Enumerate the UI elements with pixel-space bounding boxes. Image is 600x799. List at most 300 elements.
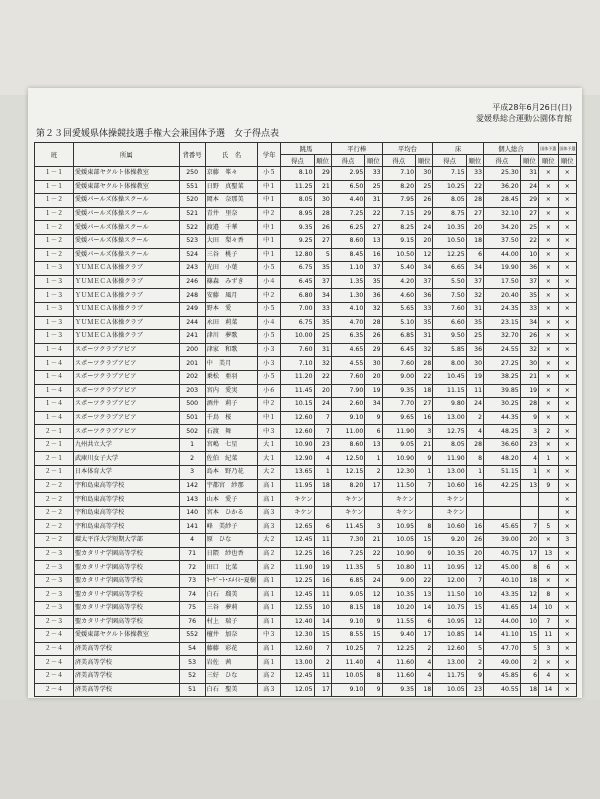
cell-vault-rank: 21	[314, 180, 331, 194]
cell-floor-score: 10.35	[433, 547, 466, 561]
table-row	[35, 588, 577, 602]
aa-score-header: 得点	[484, 155, 521, 167]
cell-extra-1: ×	[539, 194, 558, 208]
cell-name: 山本 愛子	[205, 493, 258, 507]
cell-extra-1	[539, 506, 558, 520]
table-row	[35, 302, 577, 316]
cell-beam-score: 4.20	[382, 275, 415, 289]
table-row	[35, 384, 577, 398]
cell-aa-score: 24.55	[484, 343, 521, 357]
cell-aa-rank: 24	[520, 180, 538, 194]
cell-grade: 大１	[258, 438, 281, 452]
cell-vault-score: 12.45	[281, 588, 314, 602]
cell-grade: 中３	[258, 425, 281, 439]
cell-bib: 201	[179, 357, 205, 371]
cell-club: 聖カタリナ学園高等学校	[73, 615, 179, 629]
col-class: 班	[35, 143, 74, 167]
cell-extra-2: ×	[558, 262, 577, 276]
cell-class: ２－３	[35, 602, 74, 616]
cell-club: 済美高等学校	[73, 669, 179, 683]
cell-name: 津川 夢歌	[205, 330, 258, 344]
cell-vault-score: 13.65	[281, 466, 314, 480]
cell-floor-score: 10.25	[433, 180, 466, 194]
cell-vault-score: 11.45	[281, 384, 314, 398]
cell-extra-2: ×	[558, 683, 577, 697]
cell-bars-rank: 17	[365, 479, 382, 493]
cell-name: 藤藤 彩花	[205, 642, 258, 656]
cell-extra-1	[539, 493, 558, 507]
cell-vault-rank: 14	[314, 615, 331, 629]
cell-bars-score: 9.10	[331, 615, 364, 629]
cell-vault-rank: 32	[314, 357, 331, 371]
cell-vault-score: 7.10	[281, 357, 314, 371]
cell-extra-2: ×	[558, 425, 577, 439]
cell-vault-rank: 28	[314, 207, 331, 221]
table-row	[35, 615, 577, 629]
cell-beam-rank: 37	[416, 275, 433, 289]
cell-aa-score: 25.30	[484, 167, 521, 181]
cell-grade: 中２	[258, 289, 281, 303]
cell-bars-score: 11.40	[331, 656, 364, 670]
cell-extra-1: ×	[539, 167, 558, 181]
wall-background-lower	[0, 700, 600, 799]
cell-floor-score: 10.50	[433, 234, 466, 248]
cell-class: １－４	[35, 384, 74, 398]
cell-club: 聖カタリナ学園高等学校	[73, 602, 179, 616]
cell-aa-score: 48.20	[484, 452, 521, 466]
cell-aa-score: 17.50	[484, 275, 521, 289]
cell-bars-rank: 33	[365, 167, 382, 181]
cell-aa-score: 37.50	[484, 234, 521, 248]
cell-beam-score: 4.60	[382, 289, 415, 303]
cell-bars-rank: 7	[365, 642, 382, 656]
cell-bars-score: 10.05	[331, 669, 364, 683]
cell-vault-rank: 16	[314, 547, 331, 561]
cell-vault-score: 12.60	[281, 425, 314, 439]
cell-name: 永田 莉菜	[205, 316, 258, 330]
cell-extra-1: ×	[539, 302, 558, 316]
cell-aa-rank: 18	[520, 574, 538, 588]
cell-floor-score: 11.75	[433, 669, 466, 683]
cell-vault-score: 12.60	[281, 411, 314, 425]
cell-floor-rank: 33	[466, 167, 483, 181]
cell-floor-score: 13.00	[433, 466, 466, 480]
cell-extra-1: 4	[539, 669, 558, 683]
cell-extra-1: ×	[539, 275, 558, 289]
cell-beam-score: 6.85	[382, 330, 415, 344]
cell-beam-score: 9.05	[382, 438, 415, 452]
cell-aa-score: 44.00	[484, 248, 521, 262]
cell-beam-rank: 12	[416, 248, 433, 262]
cell-class: １－２	[35, 207, 74, 221]
floor-rank-header: 順位	[466, 155, 483, 167]
cell-club: 愛媛パールズ体操スクール	[73, 221, 179, 235]
cell-bars-rank: 9	[365, 683, 382, 697]
cell-beam-rank	[416, 493, 433, 507]
cell-vault-score: 12.25	[281, 574, 314, 588]
cell-club: スポーツクラブアビア	[73, 357, 179, 371]
cell-grade: 高１	[258, 574, 281, 588]
cell-class: １－２	[35, 194, 74, 208]
cell-name: 島本 野乃花	[205, 466, 258, 480]
cell-class: ２－１	[35, 452, 74, 466]
cell-extra-1: ×	[539, 330, 558, 344]
cell-name: 白石 聖美	[205, 683, 258, 697]
cell-club: 聖カタリナ学園高等学校	[73, 547, 179, 561]
cell-beam-score: 10.90	[382, 547, 415, 561]
cell-bib: 140	[179, 506, 205, 520]
cell-beam-rank: 4	[416, 669, 433, 683]
cell-extra-1: 7	[539, 615, 558, 629]
cell-extra-2: ×	[558, 289, 577, 303]
cell-extra-2: ×	[558, 466, 577, 480]
cell-class: ２－２	[35, 534, 74, 548]
cell-aa-rank: 32	[520, 343, 538, 357]
cell-grade: 中１	[258, 221, 281, 235]
cell-beam-score: 11.60	[382, 656, 415, 670]
cell-vault-score: 10.15	[281, 398, 314, 412]
cell-bars-score: 7.60	[331, 370, 364, 384]
cell-bib: 53	[179, 656, 205, 670]
cell-bars-score: 6.50	[331, 180, 364, 194]
cell-aa-score: 32.70	[484, 330, 521, 344]
table-row	[35, 574, 577, 588]
cell-class: ２－１	[35, 425, 74, 439]
cell-aa-score: 24.35	[484, 302, 521, 316]
cell-vault-rank: 30	[314, 194, 331, 208]
cell-beam-score: キケン	[382, 493, 415, 507]
cell-beam-score: 7.10	[382, 167, 415, 181]
cell-floor-score: 13.00	[433, 411, 466, 425]
cell-vault-rank: 35	[314, 316, 331, 330]
cell-extra-1: ×	[539, 316, 558, 330]
cell-name: 白石 瑠美	[205, 588, 258, 602]
cell-name: 篠森 みずき	[205, 275, 258, 289]
cell-extra-1: 9	[539, 479, 558, 493]
cell-name: 原 ひな	[205, 534, 258, 548]
cell-bars-score: 4.65	[331, 343, 364, 357]
cell-beam-score: 10.05	[382, 534, 415, 548]
floor-score-header: 得点	[433, 155, 466, 167]
cell-beam-score: 11.55	[382, 615, 415, 629]
cell-class: １－４	[35, 357, 74, 371]
cell-aa-rank: 15	[520, 629, 538, 643]
cell-floor-rank: 22	[466, 180, 483, 194]
cell-class: １－１	[35, 180, 74, 194]
cell-vault-score: キケン	[281, 506, 314, 520]
cell-vault-score: 11.25	[281, 180, 314, 194]
table-row	[35, 398, 577, 412]
cell-aa-score: 44.35	[484, 411, 521, 425]
cell-bars-rank: 15	[365, 629, 382, 643]
cell-floor-rank: 28	[466, 438, 483, 452]
cell-grade: 小３	[258, 357, 281, 371]
cell-aa-score: 39.00	[484, 534, 521, 548]
cell-name: 野本 愛	[205, 302, 258, 316]
cell-name: 峰 美紗子	[205, 520, 258, 534]
cell-beam-score: 11.60	[382, 669, 415, 683]
cell-bars-rank: 4	[365, 656, 382, 670]
cell-grade: 中１	[258, 248, 281, 262]
cell-vault-score: 6.75	[281, 262, 314, 276]
table-row	[35, 683, 577, 697]
cell-floor-rank: 36	[466, 343, 483, 357]
cell-beam-rank: 34	[416, 262, 433, 276]
cell-club: 愛媛東部ヤクルト体操教室	[73, 629, 179, 643]
cell-beam-score: 12.30	[382, 466, 415, 480]
cell-class: ２－２	[35, 520, 74, 534]
cell-beam-rank	[416, 506, 433, 520]
cell-vault-score: 8.05	[281, 194, 314, 208]
cell-bars-rank: 31	[365, 194, 382, 208]
cell-vault-rank: 22	[314, 370, 331, 384]
cell-bars-score: 12.50	[331, 452, 364, 466]
cell-extra-1: ×	[539, 438, 558, 452]
col-extra-1: 国体予選	[539, 143, 558, 155]
cell-extra-2: ×	[558, 275, 577, 289]
cell-aa-rank: 31	[520, 167, 538, 181]
cell-floor-rank: 8	[466, 452, 483, 466]
cell-class: ２－４	[35, 669, 74, 683]
cell-extra-1: ×	[539, 180, 558, 194]
cell-floor-score: 10.60	[433, 479, 466, 493]
cell-grade: 小５	[258, 370, 281, 384]
cell-bib: 524	[179, 248, 205, 262]
cell-vault-score: 12.40	[281, 615, 314, 629]
cell-bib: 502	[179, 425, 205, 439]
cell-bars-score: キケン	[331, 506, 364, 520]
cell-bars-score: 11.45	[331, 520, 364, 534]
cell-vault-score: 12.55	[281, 602, 314, 616]
cell-name: 大田 梨々香	[205, 234, 258, 248]
cell-bib: 2	[179, 452, 205, 466]
cell-bars-score: 8.55	[331, 629, 364, 643]
cell-beam-score: 7.95	[382, 194, 415, 208]
cell-bib: 72	[179, 561, 205, 575]
cell-floor-rank: 11	[466, 384, 483, 398]
cell-bars-score: 2.95	[331, 167, 364, 181]
cell-beam-score: 8.25	[382, 221, 415, 235]
cell-class: １－４	[35, 411, 74, 425]
col-vault: 跳馬	[281, 143, 332, 155]
cell-grade: 小４	[258, 316, 281, 330]
col-bars: 平行棒	[331, 143, 382, 155]
cell-vault-rank: 7	[314, 642, 331, 656]
cell-floor-rank: 7	[466, 574, 483, 588]
cell-beam-score: 10.90	[382, 452, 415, 466]
cell-floor-score: 12.60	[433, 642, 466, 656]
cell-extra-1: ×	[539, 534, 558, 548]
cell-aa-score: 30.25	[484, 398, 521, 412]
cell-grade: 小５	[258, 330, 281, 344]
cell-aa-rank: 17	[520, 547, 538, 561]
cell-grade: 大２	[258, 466, 281, 480]
cell-floor-score: 9.80	[433, 398, 466, 412]
cell-aa-rank: 6	[520, 669, 538, 683]
cell-grade: 高１	[258, 588, 281, 602]
cell-grade: 中３	[258, 629, 281, 643]
cell-floor-rank: 4	[466, 425, 483, 439]
cell-class: ２－４	[35, 683, 74, 697]
cell-club: 済美高等学校	[73, 683, 179, 697]
cell-vault-rank: 6	[314, 520, 331, 534]
cell-extra-2: ×	[558, 438, 577, 452]
cell-grade: 中２	[258, 398, 281, 412]
cell-name: 青井 里奈	[205, 207, 258, 221]
cell-floor-score: キケン	[433, 493, 466, 507]
cell-extra-2: ×	[558, 180, 577, 194]
cell-aa-rank: 1	[520, 466, 538, 480]
cell-aa-rank: 4	[520, 452, 538, 466]
cell-floor-score: 7.60	[433, 302, 466, 316]
cell-vault-rank: 35	[314, 262, 331, 276]
cell-beam-rank: 36	[416, 289, 433, 303]
cell-aa-score: 43.35	[484, 588, 521, 602]
bars-rank-header: 順位	[365, 155, 382, 167]
cell-club: 聖カタリナ学園高等学校	[73, 574, 179, 588]
cell-club: スポーツクラブアビア	[73, 343, 179, 357]
cell-vault-rank: 29	[314, 167, 331, 181]
cell-bars-score: 2.60	[331, 398, 364, 412]
cell-bars-rank: 24	[365, 574, 382, 588]
cell-bars-score: 10.25	[331, 642, 364, 656]
cell-aa-rank: 22	[520, 234, 538, 248]
cell-aa-score: 45.85	[484, 669, 521, 683]
cell-aa-score: 28.45	[484, 194, 521, 208]
cell-floor-score: 7.50	[433, 289, 466, 303]
cell-vault-rank: 33	[314, 302, 331, 316]
cell-floor-rank: 24	[466, 398, 483, 412]
cell-bars-score: 8.20	[331, 479, 364, 493]
cell-bars-rank: 12	[365, 588, 382, 602]
cell-vault-score: 7.60	[281, 343, 314, 357]
cell-beam-score: 11.50	[382, 479, 415, 493]
cell-class: １－３	[35, 316, 74, 330]
cell-club: 済美高等学校	[73, 656, 179, 670]
cell-beam-rank: 3	[416, 425, 433, 439]
cell-floor-score: キケン	[433, 506, 466, 520]
cell-aa-rank: 34	[520, 316, 538, 330]
cell-bib: 52	[179, 669, 205, 683]
cell-club: 宇和島東高等学校	[73, 506, 179, 520]
cell-extra-2: ×	[558, 343, 577, 357]
cell-bib: 246	[179, 275, 205, 289]
col-club: 所属	[73, 143, 179, 167]
beam-score-header: 得点	[382, 155, 415, 167]
cell-beam-score: 9.35	[382, 384, 415, 398]
cell-floor-rank: 16	[466, 520, 483, 534]
cell-club: 宇和島東高等学校	[73, 493, 179, 507]
cell-vault-rank	[314, 493, 331, 507]
cell-name: 渡邉 千華	[205, 221, 258, 235]
cell-class: １－４	[35, 343, 74, 357]
cell-vault-score: 7.00	[281, 302, 314, 316]
cell-beam-rank: 30	[416, 167, 433, 181]
cell-beam-rank: 28	[416, 357, 433, 371]
cell-aa-rank: 8	[520, 561, 538, 575]
cell-bars-rank: 27	[365, 221, 382, 235]
cell-aa-rank: 25	[520, 221, 538, 235]
cell-vault-rank: 26	[314, 221, 331, 235]
cell-aa-rank: 10	[520, 248, 538, 262]
cell-bib: 523	[179, 234, 205, 248]
cell-bars-score: 8.15	[331, 602, 364, 616]
cell-beam-rank: 17	[416, 629, 433, 643]
cell-extra-1: ×	[539, 574, 558, 588]
cell-aa-rank: 5	[520, 642, 538, 656]
cell-beam-rank: 13	[416, 588, 433, 602]
cell-bars-score: 7.25	[331, 547, 364, 561]
cell-name: 日野 真聖菜	[205, 180, 258, 194]
cell-class: ２－３	[35, 615, 74, 629]
cell-aa-rank: 33	[520, 302, 538, 316]
cell-aa-score: 38.25	[484, 370, 521, 384]
cell-vault-score: 11.90	[281, 561, 314, 575]
cell-floor-rank: 26	[466, 534, 483, 548]
cell-name: 千鳥 桜	[205, 411, 258, 425]
cell-aa-score: 34.20	[484, 221, 521, 235]
cell-beam-rank: 21	[416, 438, 433, 452]
cell-extra-2: ×	[558, 520, 577, 534]
cell-beam-score: 10.20	[382, 602, 415, 616]
cell-bars-score: 4.55	[331, 357, 364, 371]
cell-vault-rank: 27	[314, 234, 331, 248]
cell-bib: 142	[179, 479, 205, 493]
cell-class: １－４	[35, 370, 74, 384]
cell-extra-1: 5	[539, 520, 558, 534]
cell-name: 日隈 紗也香	[205, 547, 258, 561]
cell-grade: 高１	[258, 656, 281, 670]
cell-aa-score	[484, 493, 521, 507]
cell-class: １－２	[35, 234, 74, 248]
cell-bars-rank: 29	[365, 343, 382, 357]
table-row	[35, 316, 577, 330]
cell-floor-rank: 2	[466, 656, 483, 670]
cell-bars-rank: 13	[365, 438, 382, 452]
cell-floor-rank: 14	[466, 629, 483, 643]
cell-floor-rank: 31	[466, 302, 483, 316]
cell-grade: 小６	[258, 384, 281, 398]
cell-aa-score: 45.00	[484, 561, 521, 575]
cell-bib: 202	[179, 370, 205, 384]
cell-class: ２－２	[35, 479, 74, 493]
cell-club: スポーツクラブアビア	[73, 398, 179, 412]
cell-aa-score: 40.75	[484, 547, 521, 561]
cell-club: 日本体育大学	[73, 466, 179, 480]
cell-vault-rank: 11	[314, 534, 331, 548]
cell-aa-score: 47.70	[484, 642, 521, 656]
cell-bars-score: 11.35	[331, 561, 364, 575]
cell-bib: 143	[179, 493, 205, 507]
cell-club: 愛媛パールズ体操スクール	[73, 194, 179, 208]
cell-vault-rank: 20	[314, 384, 331, 398]
cell-vault-rank: 24	[314, 398, 331, 412]
cell-bars-score: 6.85	[331, 574, 364, 588]
cell-aa-score: 48.25	[484, 425, 521, 439]
cell-floor-rank: 34	[466, 262, 483, 276]
cell-bars-score: キケン	[331, 493, 364, 507]
score-sheet	[28, 88, 582, 698]
cell-floor-rank	[466, 506, 483, 520]
cell-bib: 203	[179, 384, 205, 398]
cell-extra-1: ×	[539, 262, 558, 276]
cell-floor-rank: 6	[466, 248, 483, 262]
sheet-title: 第２３回愛媛県体操競技選手権大会兼国体予選 女子得点表	[36, 129, 280, 139]
cell-club: 愛媛パールズ体操スクール	[73, 234, 179, 248]
table-row	[35, 411, 577, 425]
cell-club: ＹＵＭＥＣＡ体操クラブ	[73, 330, 179, 344]
cell-floor-score: 8.00	[433, 357, 466, 371]
